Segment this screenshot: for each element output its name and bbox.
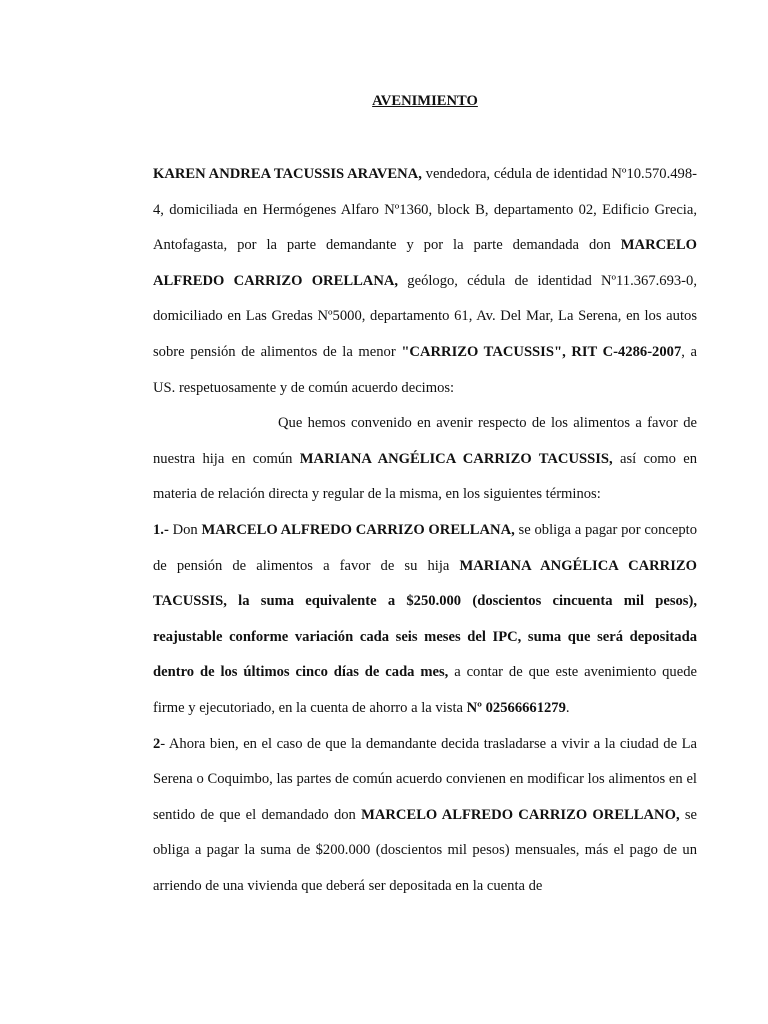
clause-2: 2- Ahora bien, en el caso de que la demandante decida trasladarse a vivir a la ciudad de La Serena o Coquimbo, las partes de común acuerdo convienen en modificar los alimentos en el sentido de que el demandado don MARCELO ALFREDO CARRIZO ORELLANO, se obliga a pagar la suma de $200.000 (doscientos mil pesos) mensuales, más el pago de un arriendo de una vivienda que deberá ser depositada en la cuenta de bbox=[153, 735, 697, 894]
document-page bbox=[153, 90, 697, 904]
clause-1: 1.- Don MARCELO ALFREDO CARRIZO ORELLANA, se obliga a pagar por concepto de pensión de alimentos a favor de su hija MARIANA ANGÉLICA CARRIZO TACUSSIS, la suma equivalente a $250.000 (doscientos cincuenta mil pesos), reajustable conforme variación cada seis meses del IPC, suma que será depositada dentro de los últimos cinco días de cada mes, a contar de que este avenimiento quede firme y ejecutoriado, en la cuenta de ahorro a la vista Nº 02566661279. bbox=[153, 521, 697, 716]
plaintiff-name: KAREN ANDREA TACUSSIS ARAVENA, bbox=[153, 166, 422, 182]
clause-1-amount: MARIANA ANGÉLICA CARRIZO TACUSSIS, la suma equivalente a $250.000 (doscientos cincuenta mil pesos), reajustable conforme variación cada seis meses del IPC, suma que será depositada dentro de los últimos cinco días de cada mes, bbox=[153, 557, 697, 681]
clause-1-number: 1.- bbox=[153, 521, 169, 538]
defendant-details: geólogo, cédula de identidad Nº11.367.693-0, domiciliado en Las Gredas Nº5000, departamento 61, Av. Del Mar, La Serena, en los autos sobre pensión de alimentos de la menor bbox=[153, 272, 697, 360]
plaintiff-details: vendedora, cédula de identidad Nº10.570.498-4, domiciliada en Hermógenes Alfaro Nº1360, block B, departamento 02, Edificio Grecia, Antofagasta, por la parte demandante y por la parte demandada don bbox=[153, 166, 697, 254]
clause-1-account: Nº 02566661279 bbox=[466, 699, 566, 716]
parties-closing: , a US. respetuosamente y de común acuerdo decimos: bbox=[153, 343, 697, 396]
child-name: MARIANA ANGÉLICA CARRIZO TACUSSIS, bbox=[299, 450, 613, 467]
clause-2-number: 2 bbox=[153, 735, 161, 752]
paragraph-parties bbox=[153, 157, 697, 406]
case-rit: RIT C-4286-2007 bbox=[571, 343, 682, 360]
clause-2-defendant: MARCELO ALFREDO CARRIZO ORELLANO, bbox=[361, 806, 680, 823]
clause-1-defendant: MARCELO ALFREDO CARRIZO ORELLANA, bbox=[201, 521, 515, 538]
case-name: "CARRIZO TACUSSIS", bbox=[401, 343, 566, 360]
paragraph-agreement: Que hemos convenido en avenir respecto de los alimentos a favor de nuestra hija en común MARIANA ANGÉLICA CARRIZO TACUSSIS, así como en materia de relación directa y regular de la misma, en los siguientes términos: bbox=[153, 415, 697, 503]
document-title: AVENIMIENTO bbox=[372, 93, 478, 109]
defendant-name: MARCELO ALFREDO CARRIZO ORELLANA, bbox=[153, 237, 697, 289]
